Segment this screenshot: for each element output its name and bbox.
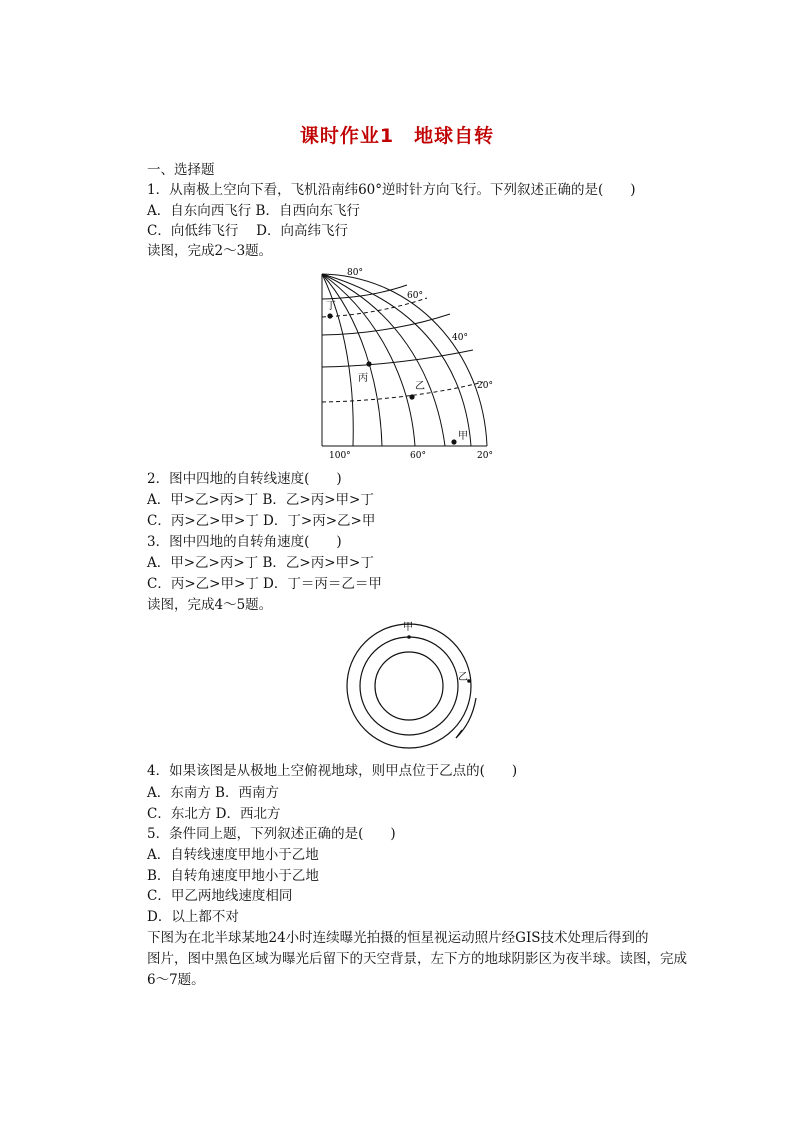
q1-stem: 1．从南极上空向下看，飞机沿南纬60°逆时针方向飞行。下列叙述正确的是( ): [147, 182, 636, 198]
label-bing: 丙: [358, 373, 368, 384]
point-jia-2: [407, 635, 411, 639]
q5-option-d: D．以上都不对: [147, 909, 239, 925]
lon-label-60: 60°: [410, 451, 426, 461]
point-yi: [409, 394, 414, 399]
point-bing: [366, 361, 371, 366]
q2-stem: 2．图中四地的自转线速度( ): [147, 471, 342, 487]
point-ding: [327, 313, 332, 318]
q1-options-ab: A．自东向西飞行 B．自西向东飞行: [147, 203, 360, 219]
paragraph-line-1: 下图为在北半球某地24小时连续曝光拍摄的恒星视运动照片经GIS技术处理后得到的: [147, 930, 649, 946]
lat-label-60: 60°: [407, 291, 423, 301]
q2-options-cd: C．丙>乙>甲>丁 D．丁>丙>乙>甲: [147, 513, 376, 529]
q1-options-cd: C．向低纬飞行 D．向高纬飞行: [147, 223, 348, 239]
lat-label-20: 20°: [477, 381, 493, 391]
lon-label-20: 20°: [477, 451, 493, 461]
label-yi: 乙: [415, 381, 425, 392]
figure-lat-lon-grid: [305, 262, 510, 462]
label-jia-2: 甲: [403, 622, 413, 633]
q5-option-b: B．自转角速度甲地小于乙地: [147, 868, 319, 884]
q4-options-ab: A．东南方 B．西南方: [147, 785, 279, 801]
lon-label-100: 100°: [329, 451, 351, 461]
paragraph-line-2: 图片，图中黑色区域为曝光后留下的天空背景，左下方的地球阴影区为夜半球。读图，完成: [147, 951, 687, 967]
label-yi-2: 乙: [458, 672, 468, 683]
q2-options-ab: A．甲>乙>丙>丁 B．乙>丙>甲>丁: [147, 492, 374, 508]
paragraph-line-3: 6～7题。: [147, 972, 205, 988]
page-title: 课时作业1 地球自转: [299, 125, 495, 147]
q3-options-ab: A．甲>乙>丙>丁 B．乙>丙>甲>丁: [147, 555, 374, 571]
point-jia: [451, 439, 456, 444]
label-ding: 丁: [326, 301, 336, 312]
section-heading: 一、选择题: [147, 162, 215, 178]
lat-label-80: 80°: [347, 268, 363, 278]
read-instruction-2: 读图，完成4～5题。: [147, 597, 273, 613]
q3-options-cd: C．丙>乙>甲>丁 D．丁＝丙＝乙＝甲: [147, 576, 382, 592]
rotation-arrowhead: [456, 730, 462, 738]
q3-stem: 3．图中四地的自转角速度( ): [147, 534, 342, 550]
q5-option-a: A．自转线速度甲地小于乙地: [147, 847, 319, 863]
q5-option-c: C．甲乙两地线速度相同: [147, 888, 293, 904]
read-instruction-1: 读图，完成2～3题。: [147, 243, 273, 259]
q4-options-cd: C．东北方 D．西北方: [147, 806, 281, 822]
label-jia: 甲: [458, 431, 468, 442]
q5-stem: 5．条件同上题，下列叙述正确的是( ): [147, 826, 396, 842]
figure-polar-view: [316, 618, 482, 754]
q4-stem: 4．如果该图是从极地上空俯视地球，则甲点位于乙点的( ): [147, 763, 518, 779]
lat-label-40: 40°: [452, 333, 468, 343]
